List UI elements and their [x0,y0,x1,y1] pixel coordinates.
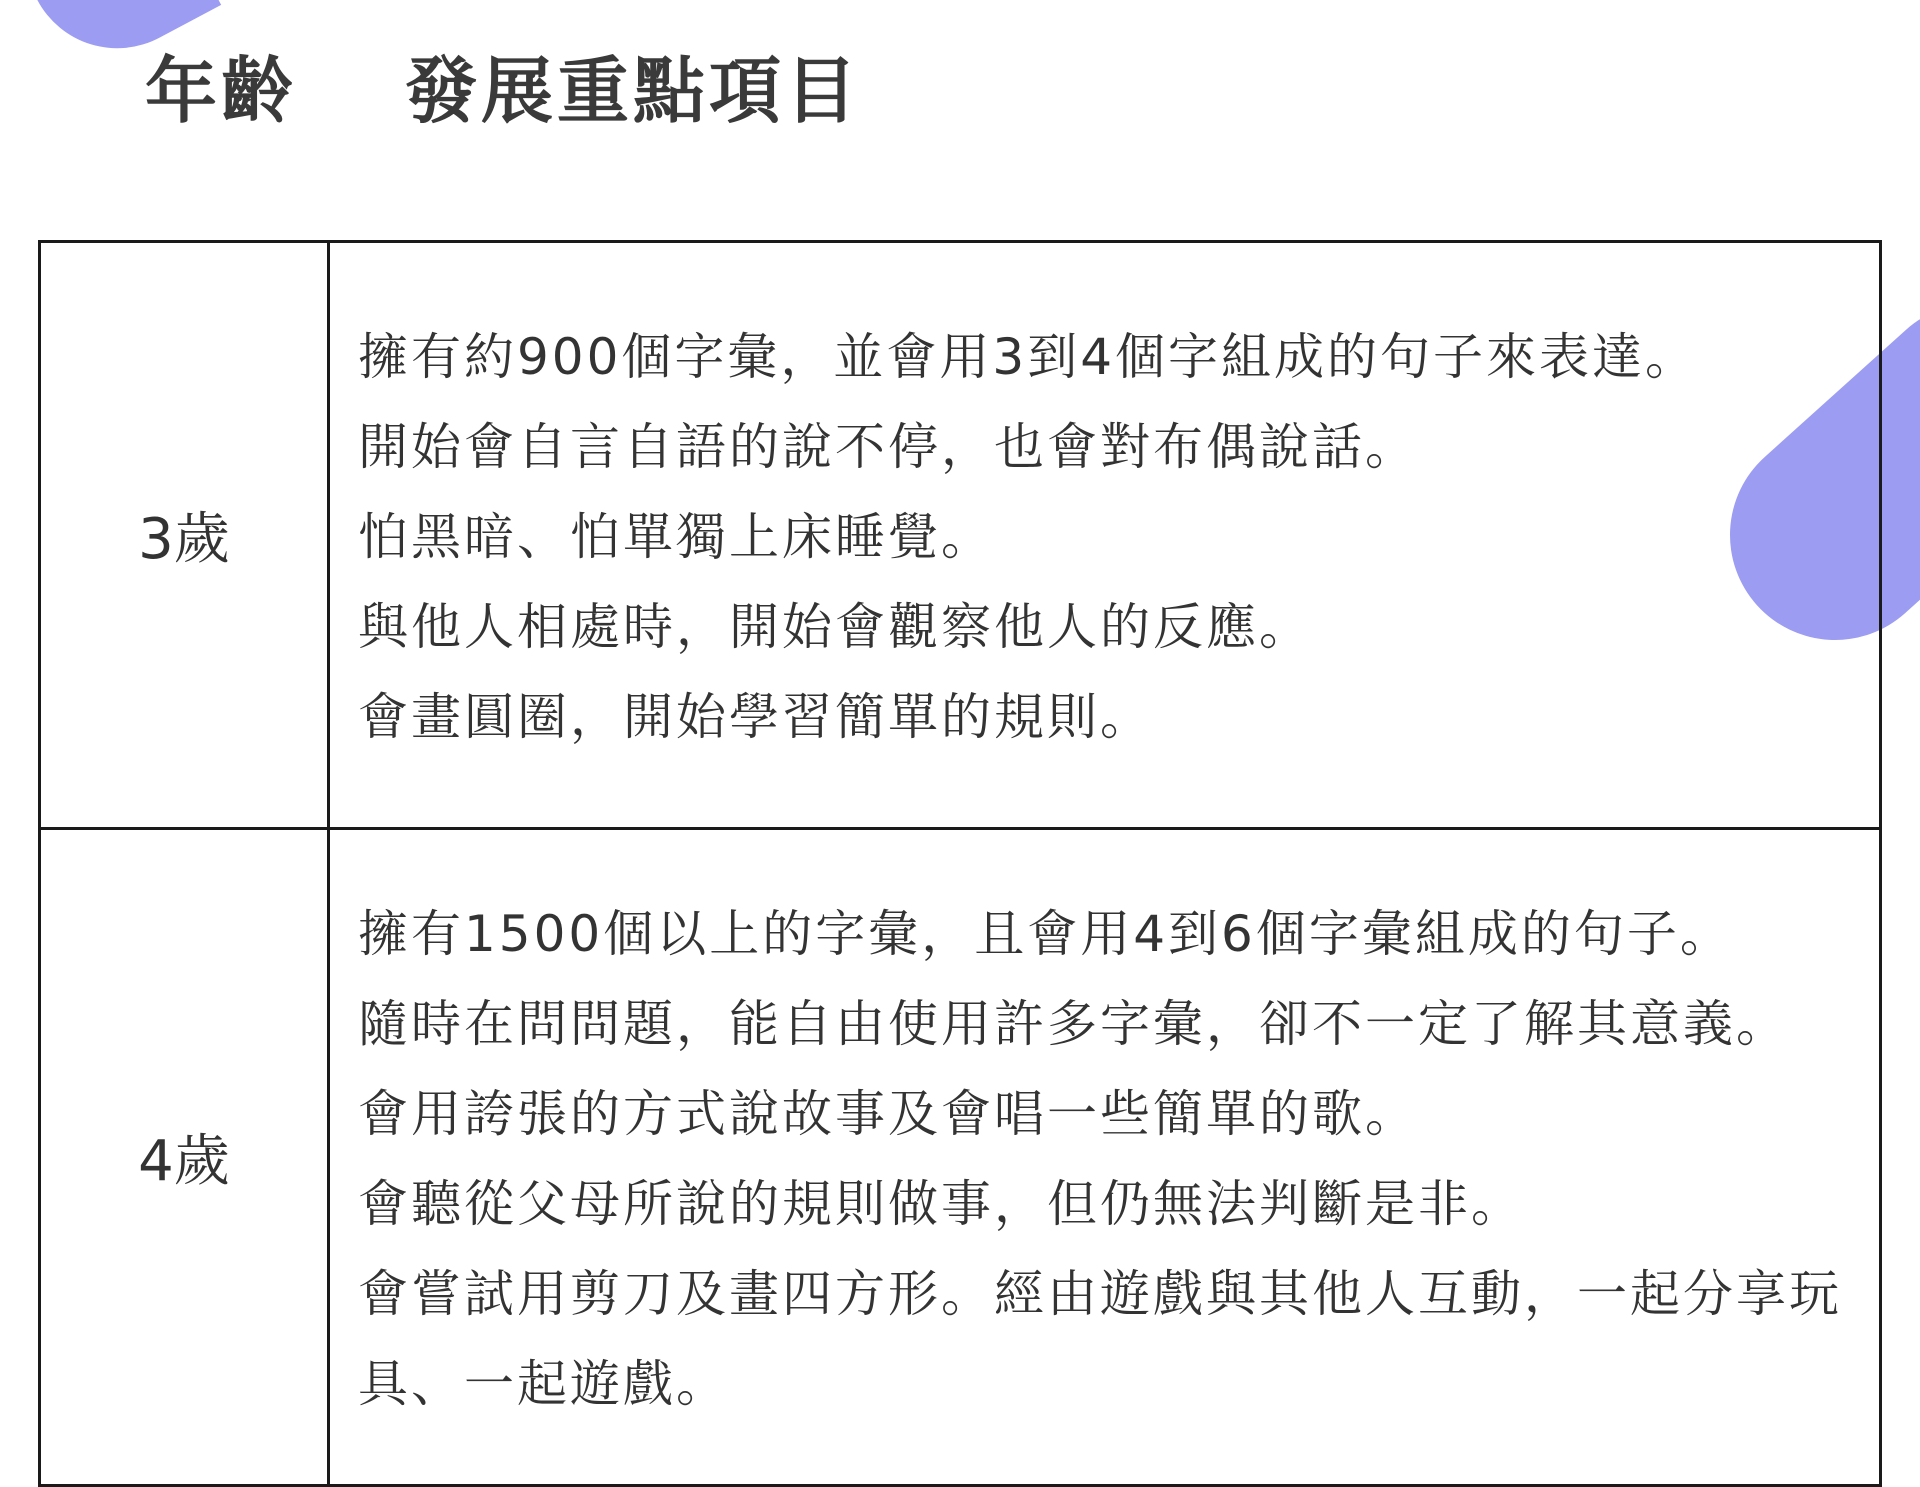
list-item: 擁有1500個以上的字彙，且會用4到6個字彙組成的句子。 [358,905,1733,963]
list-item: 隨時在問問題，能自由使用許多字彙，卻不一定了解其意義。 [358,995,1789,1053]
table-row [40,829,1881,1486]
development-table [38,240,1882,1487]
table-row [40,242,1881,829]
age-cell: 3歲 [40,242,329,829]
list-item: 怕黑暗、怕單獨上床睡覺。 [358,508,994,566]
list-item: 會畫圓圈，開始學習簡單的規則。 [358,688,1153,746]
list-item: 會聽從父母所說的規則做事，但仍無法判斷是非。 [358,1175,1524,1233]
header-age-label: 年齡 [145,49,298,133]
list-item: 開始會自言自語的說不停，也會對布偶說話。 [358,418,1418,476]
table-header [145,35,861,135]
list-item: 會嘗試用剪刀及畫四方形。經由遊戲與其他人互動，一起分享玩具、一起遊戲。 [358,1265,1842,1413]
list-item: 擁有約900個字彙，並會用3到4個字組成的句子來表達。 [358,328,1699,386]
header-items-label: 發展重點項目 [405,49,862,133]
age-cell: 4歲 [40,829,329,1486]
list-item: 會用誇張的方式說故事及會唱一些簡單的歌。 [358,1085,1418,1143]
list-item: 與他人相處時，開始會觀察他人的反應。 [358,598,1312,656]
items-cell [329,242,1881,829]
items-cell [329,829,1881,1486]
